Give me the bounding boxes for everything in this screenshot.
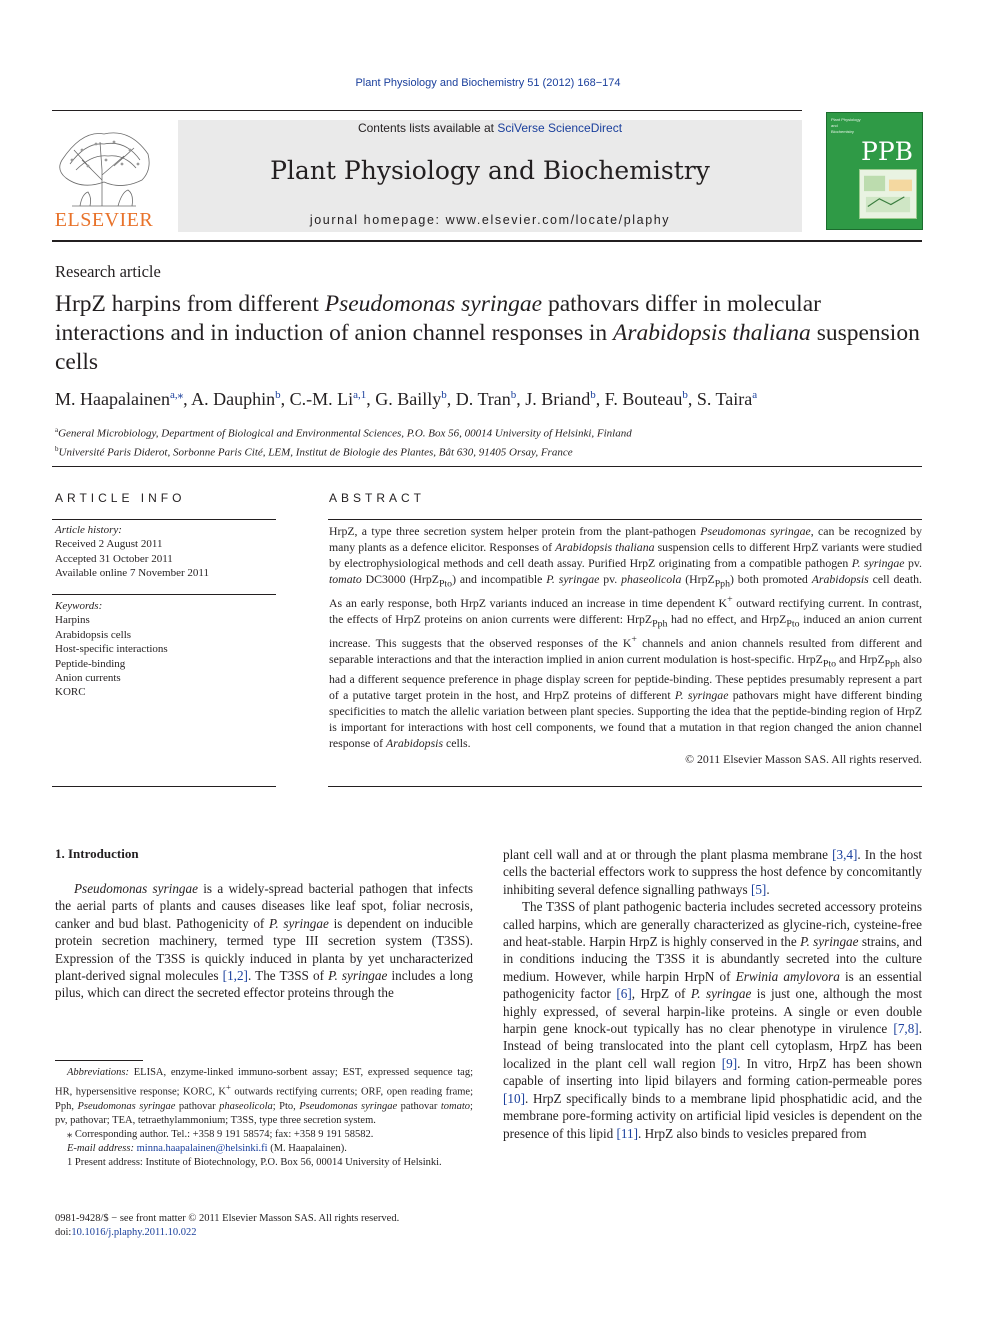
affiliation-a: $^a$General Microbiology, Department of Biological and Environmental Sciences, P.O. Box 56, 00014 University of Helsinki, Finland [55,426,632,440]
issn-line: 0981-9428/$ − see front matter © 2011 Elsevier Masson SAS. All rights reserved. [55,1213,400,1224]
keyword-item: Arabidopsis cells [55,628,132,641]
keyword-item: Harpins [55,614,90,627]
journal-cover-thumbnail[interactable] [826,112,923,230]
journal-name: Plant Physiology and Biochemistry [270,156,710,185]
intro-paragraph-1: Pseudomonas syringae is a widely-spread bacterial pathogen that infects the aerial parts of plants and causes diseases like leaf spot, foliar necrosis, canker and bud blast. Pathogenicity of P. syringae is dependent on inducible protein secretion machinery, termed type III secretion system (T3SS). Expression of the T3SS is quickly induced in planta by yet uncharacterized plant-derived signal molecules [1,2]. The T3SS of P. syringae includes a long pilus, which can direct the secreted effector proteins through the [55,881,474,1001]
abstract-text: HrpZ, a type three secretion system helper protein from the plant-pathogen Pseudomonas syringae, can be recognized by many plants as a defence elicitor. Responses of Arabidopsis thaliana suspension cells to different HrpZ variants were studied by electrophysiological methods and cell death assay. Purified HrpZ originating from a compatible pathogen P. syringae pv. tomato DC3000 (HrpZ$_{Pto}$) and incompatible P. syringae pv. phaseolicola (HrpZ$_{Pph}$) both promoted Arabidopsis cell death. As an early response, both HrpZ variants induced an increase in time dependent K+ outward rectifying current. In contrast, the effects of HrpZ proteins on anion currents were different: HrpZ$_{Pph}$ had no effect, and HrpZ$_{Pto}$ induced an anion current increase. This suggests that the observed responses of the K+ channels and anion channels resulted from different and separable interactions and that the interaction implied in anion current modulation is host-specific. HrpZ$_{Pto}$ and HrpZ$_{Pph}$ also had a different sequence preference in phage display screen for peptide-binding. These peptides presumably represent a part of a putative target protein in the host, and HrpZ proteins of different P. syringae pathovars might have different binding specificities to match the allelic variation between plant species. Supporting the idea that the peptide-binding region of HrpZ is important for interactions with host cell components, we found that a mutation in that region changed the anion channel response of Arabidopsis cells. [329,524,923,750]
journal-homepage-line [178,213,802,227]
article-info-heading: ARTICLE INFO [55,491,186,505]
author-list [55,388,925,410]
doi-link[interactable]: 10.1016/j.plaphy.2011.10.022 [71,1227,197,1238]
article-type: Research article [55,262,161,281]
footnote-rule [55,1060,143,1061]
author-name[interactable]: M. Haapalainen [55,389,170,409]
issn-doi-block [55,1212,485,1240]
author-name[interactable]: A. Dauphin [191,389,276,409]
author-affiliation-marker[interactable]: a,⁎ [169,389,184,401]
author-affiliation-marker[interactable]: a [752,389,758,401]
sciencedirect-link[interactable]: SciVerse ScienceDirect [497,121,623,135]
cover-journal-title: Plant Physiology and Biochemistry [831,117,861,134]
cover-figure-image [859,169,917,219]
author-separator: , [687,389,697,409]
article-info-rule-top [52,519,276,520]
abstract-body [329,524,922,768]
author-affiliation-marker[interactable]: b [590,389,596,401]
author-affiliation-marker[interactable]: b [275,389,281,401]
history-accepted: Accepted 31 October 2011 [55,552,173,565]
history-received: Received 2 August 2011 [55,538,163,551]
author-name[interactable]: S. Taira [696,389,753,409]
intro-paragraph-2: The T3SS of plant pathogenic bacteria includes secreted accessory proteins called harpins, which are generally characterized as glycine-rich, cysteine-free and heat-stable. Harpin HrpZ is highly conserved in the P. syringae strains, and in conditions inducing the T3SS it is abundantly secreted into the culture medium. However, while harpin HrpN of Erwinia amylovora is an essential pathogenicity factor [6], HrpZ of P. syringae is just one, although the most highly expressed, of several harpin-like proteins. A single or even double harpin gene knock-out typically has no clear phenotype in virulence [7,8]. Instead of being translocated into the plant cell cytoplasm, HrpZ has been localized in the plant cell wall region [9]. In vitro, HrpZ has been shown capable of inserting into lipid bilayers and forming cation-permeable pores [10]. HrpZ specifically binds to a membrane lipid phosphatidic acid, and the membrane pore-forming activity on artificial lipid vesicles is dependent on the presence of this lipid [11]. HrpZ also binds to vesicles prepared from [503,899,923,1141]
keyword-item: Anion currents [55,672,121,685]
footnotes [55,1066,473,1170]
corresponding-author-footnote: ⁎ Corresponding author. Tel.: +358 9 191 58574; fax: +358 9 191 58582. [67,1128,374,1140]
cover-abbreviation: PPB [861,137,914,166]
author-affiliation-marker[interactable]: b [510,389,517,401]
keyword-item: Host-specific interactions [55,643,168,656]
intro-paragraph-continued: plant cell wall and at or through the plant plasma membrane [3,4]. In the host cells the bacterial effectors work to suppress the host defence by concomitantly inhibiting several defence signalling pathways [5]. [503,847,922,897]
header-top-rule [52,110,802,111]
introduction-heading: 1. Introduction [55,846,139,861]
keywords [55,599,277,700]
author-separator: , [280,389,290,409]
affiliations [55,423,925,460]
article-info-rule-bottom [52,786,276,787]
author-affiliation-marker[interactable]: a,1 [353,389,367,401]
author-separator: , [446,389,456,409]
homepage-url-link[interactable]: www.elsevier.com/locate/plaphy [445,213,671,227]
article-title: HrpZ harpins from different Pseudomonas syringae pathovars differ in molecular interactions and in induction of anion channel responses in Arabidopsis thaliana suspension cells [55,291,920,375]
affiliation-b: $^b$Université Paris Diderot, Sorbonne Paris Cité, LEM, Institut de Biologie des Plantes, Bât 630, 91405 Orsay, France [55,444,573,459]
abstract-heading: ABSTRACT [329,491,426,505]
history-label: Article history: [55,524,122,536]
author-separator: , [516,389,526,409]
author-name[interactable]: G. Bailly [375,389,442,409]
body-column-right [503,846,922,1142]
doi-line: doi:10.1016/j.plaphy.2011.10.022 [55,1227,197,1238]
email-footnote: E-mail address: minna.haapalainen@helsinki.fi (M. Haapalainen). [67,1142,347,1154]
keywords-label: Keywords: [55,600,103,612]
author-email-link[interactable]: minna.haapalainen@helsinki.fi [136,1142,268,1154]
contents-available-line [178,121,802,135]
contents-prefix: Contents lists available at [357,121,498,135]
abstract-copyright: © 2011 Elsevier Masson SAS. All rights reserved. [685,751,922,766]
author-name[interactable]: F. Bouteau [604,389,683,409]
journal-reference-link[interactable]: Plant Physiology and Biochemistry 51 (2012) 168−174 [355,77,621,89]
article-history [55,523,277,581]
author-separator: , [183,389,192,409]
author-separator: , [595,389,605,409]
keyword-item: KORC [55,686,86,699]
abstract-rule-top [328,519,922,520]
abstract-rule-bottom [328,786,922,787]
article-info-rule-mid [52,594,276,595]
present-address-footnote: 1 Present address: Institute of Biotechnology, P.O. Box 56, 00014 University of Helsinki. [67,1156,442,1168]
keyword-item: Peptide-binding [55,657,126,670]
header-bottom-rule [52,240,922,242]
abbreviations-footnote: Abbreviations: ELISA, enzyme-linked immuno-sorbent assay; EST, expressed sequence tag; HR, hypersensitive response; KORC, K+ outwards rectifying currents; ORF, open reading frame; Pph, Pseudomonas syringae pathovar phaseolicola; Pto, Pseudomonas syringae pathovar tomato; pv, pathovar; TEA, tetraethylammonium; T3SS, type three secretion system. [55,1067,474,1126]
author-name[interactable]: D. Tran [455,389,511,409]
affiliation-rule [52,466,922,467]
body-column-left [55,880,473,1002]
author-name[interactable]: J. Briand [525,389,591,409]
homepage-label: journal homepage: [309,213,446,227]
elsevier-wordmark: ELSEVIER [54,209,154,231]
author-separator: , [366,389,376,409]
author-name[interactable]: C.-M. Li [289,389,354,409]
author-affiliation-marker[interactable]: b [441,389,447,401]
history-online: Available online 7 November 2011 [55,567,209,580]
author-affiliation-marker[interactable]: b [682,389,688,401]
